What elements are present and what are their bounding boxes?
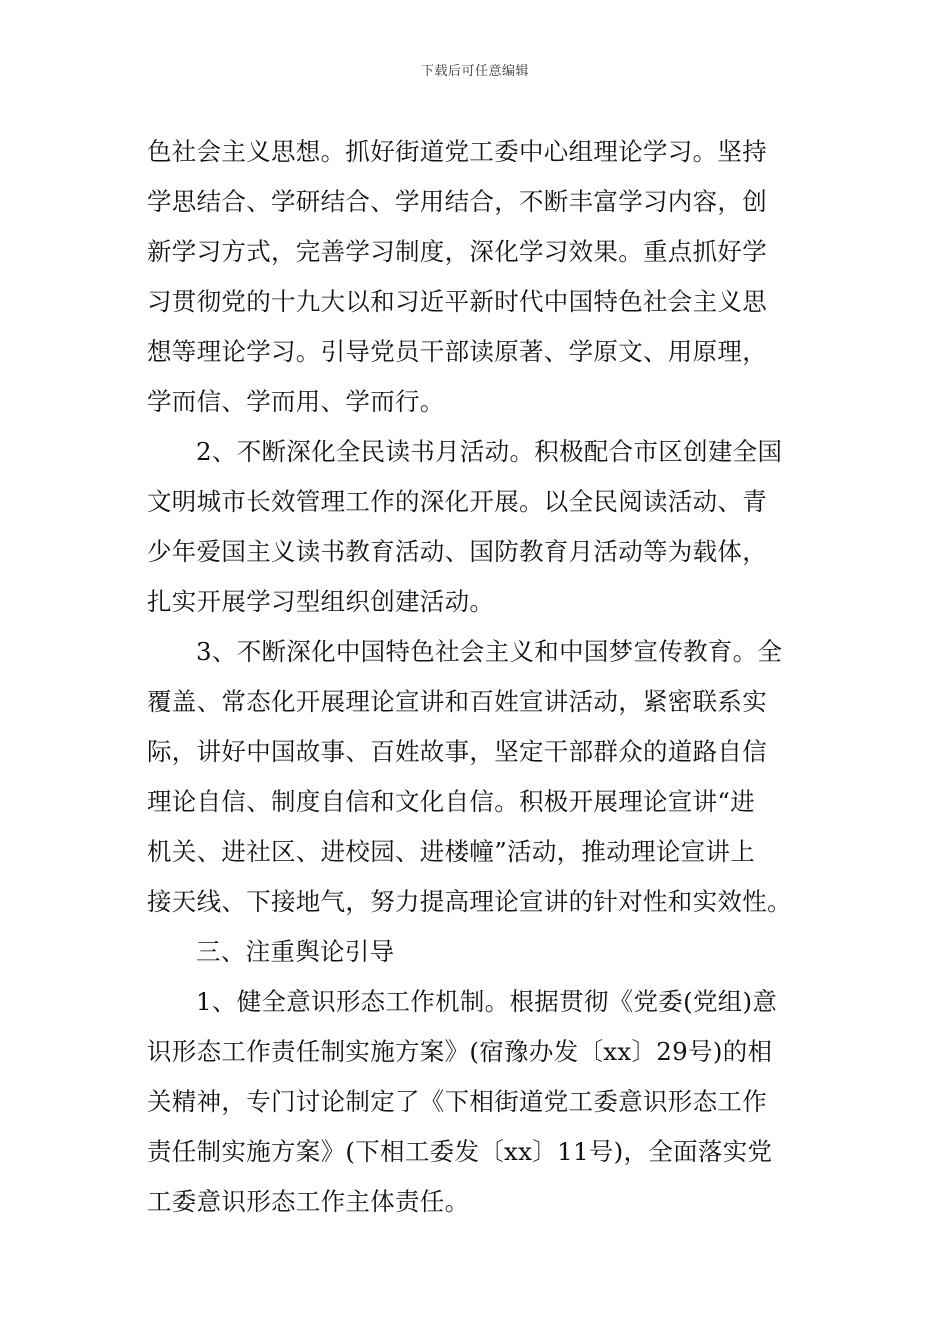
text-line: 学思结合、学研结合、学用结合，不断丰富学习内容，创 bbox=[147, 187, 767, 216]
paragraph-start-line: 2、不断深化全民读书月活动。积极配合市区创建全国 bbox=[196, 437, 783, 466]
text-line: 习贯彻党的十九大以和习近平新时代中国特色社会主义思 bbox=[147, 287, 767, 316]
document-body bbox=[147, 127, 809, 1227]
text-line: 识形态工作责任制实施方案》(宿豫办发〔xx〕29号)的相 bbox=[147, 1037, 773, 1066]
text-line: 想等理论学习。引导党员干部读原著、学原文、用原理， bbox=[147, 337, 767, 366]
text-line: 文明城市长效管理工作的深化开展。以全民阅读活动、青 bbox=[147, 487, 767, 516]
paragraph-start-line: 1、健全意识形态工作机制。根据贯彻《党委(党组)意 bbox=[196, 987, 778, 1016]
text-line: 覆盖、常态化开展理论宣讲和百姓宣讲活动，紧密联系实 bbox=[147, 687, 767, 716]
text-line: 学而信、学而用、学而行。 bbox=[147, 387, 445, 416]
text-line: 色社会主义思想。抓好街道党工委中心组理论学习。坚持 bbox=[147, 137, 767, 166]
text-line: 责任制实施方案》(下相工委发〔xx〕11号)，全面落实党 bbox=[147, 1137, 773, 1166]
text-line: 际，讲好中国故事、百姓故事，坚定干部群众的道路自信 bbox=[147, 737, 767, 766]
section-heading: 三、注重舆论引导 bbox=[196, 937, 395, 966]
paragraph-start-line: 3、不断深化中国特色社会主义和中国梦宣传教育。全 bbox=[196, 637, 783, 666]
text-line: 扎实开展学习型组织创建活动。 bbox=[147, 587, 495, 616]
text-line: 新学习方式，完善学习制度，深化学习效果。重点抓好学 bbox=[147, 237, 767, 266]
text-line: 接天线、下接地气，努力提高理论宣讲的针对性和实效性。 bbox=[147, 887, 792, 916]
text-line: 理论自信、制度自信和文化自信。积极开展理论宣讲“进 bbox=[147, 787, 756, 816]
text-line: 机关、进社区、进校园、进楼幢”活动，推动理论宣讲上 bbox=[147, 837, 756, 866]
text-line: 关精神，专门讨论制定了《下相街道党工委意识形态工作 bbox=[147, 1087, 767, 1116]
page-header: 下载后可任意编辑 bbox=[420, 64, 529, 79]
text-line: 工委意识形态工作主体责任。 bbox=[147, 1187, 470, 1216]
text-line: 少年爱国主义读书教育活动、国防教育月活动等为载体， bbox=[147, 537, 767, 566]
